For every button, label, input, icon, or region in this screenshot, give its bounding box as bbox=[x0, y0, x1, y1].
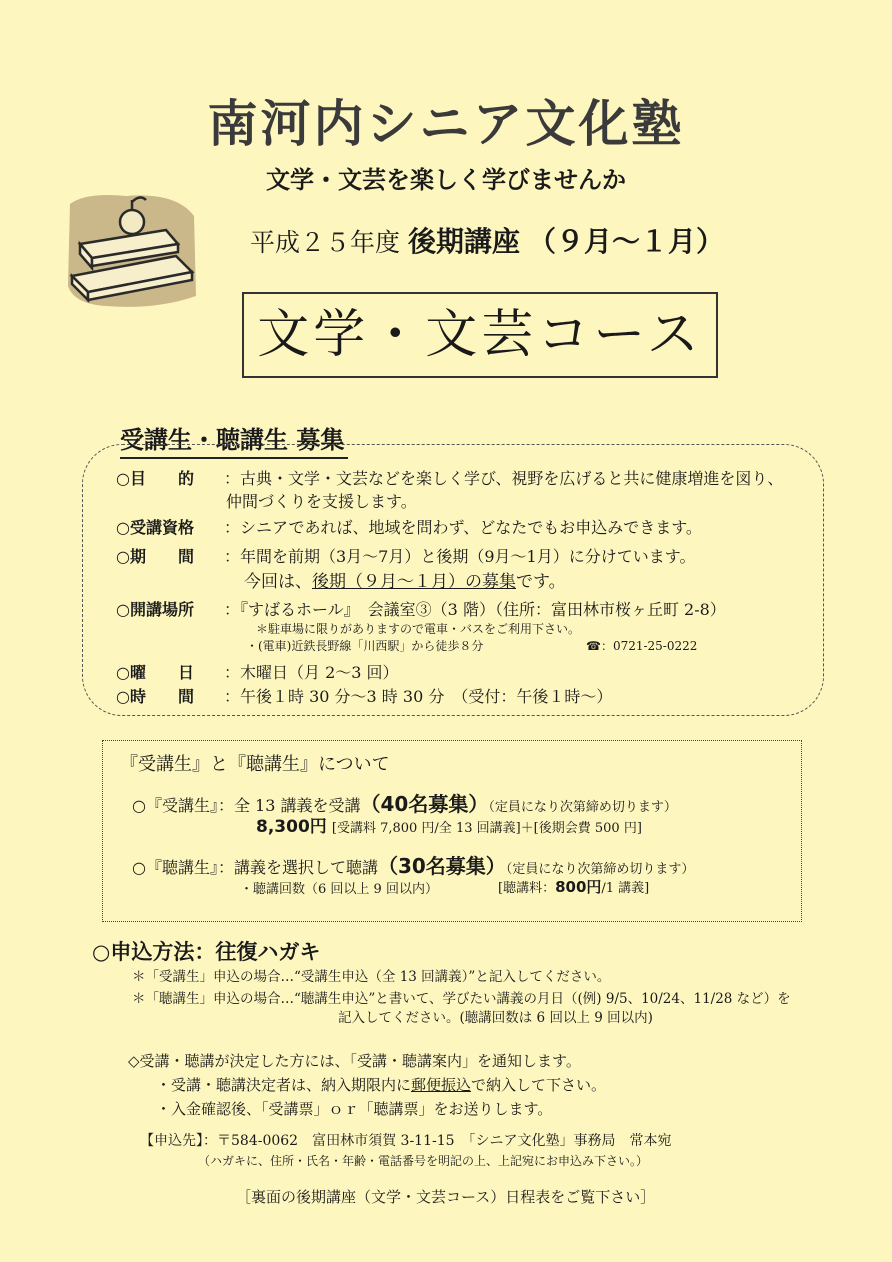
page-title: 南河内シニア文化塾 bbox=[207, 94, 685, 153]
auditor-fee-label: [聴講料： bbox=[498, 881, 556, 896]
notice-payment-method: 郵便振込 bbox=[411, 1076, 472, 1094]
phone-number: ☎：0721-25-0222 bbox=[586, 639, 698, 653]
time-row bbox=[116, 684, 612, 707]
auditor-fee bbox=[498, 876, 649, 897]
term-period: （９月～１月） bbox=[527, 225, 724, 258]
auditor-line bbox=[132, 850, 694, 879]
period-text: ：年間を前期（3月～7月）と後期（9月～1月）に分けています。 bbox=[224, 547, 696, 566]
eligibility-label: ○受講資格 bbox=[116, 518, 194, 537]
auditor-deadline-note: （定員になり次第締め切ります） bbox=[505, 862, 695, 877]
notice-decision: ◇受講・聴講が決定した方には、「受講・聴講案内」を通知します。 bbox=[128, 1052, 581, 1070]
eligibility-row bbox=[116, 515, 702, 538]
purpose-label: ○目 的 bbox=[116, 469, 194, 488]
notice-payment-a: ・受講・聴講決定者は、納入期限内に bbox=[156, 1076, 412, 1094]
time-text: ：午後１時 30 分～3 時 30 分 （受付：午後１時～） bbox=[224, 687, 613, 706]
notice-payment bbox=[156, 1074, 606, 1095]
weekday-label: ○曜 日 bbox=[116, 663, 194, 682]
notice-payment-c: で納入して下さい。 bbox=[471, 1076, 607, 1094]
period-end: です。 bbox=[516, 572, 566, 592]
footer-note: ［裏面の後期講座（文学・文芸コース）日程表をご覧下さい］ bbox=[236, 1188, 656, 1206]
student-label: ○『受講生』：全 13 講義を受講 bbox=[132, 796, 361, 815]
venue-label: ○開講場所 bbox=[116, 600, 194, 619]
contact-note: （ハガキに、住所・氏名・年齢・電話番号を明記の上、上記宛にお申込み下さい。） bbox=[198, 1154, 649, 1168]
course-title-box: 文学・文芸コース bbox=[242, 292, 718, 378]
student-deadline-note: （定員になり次第締め切ります） bbox=[488, 800, 677, 815]
apply-heading: ○申込方法：往復ハガキ bbox=[92, 940, 321, 964]
student-price-line bbox=[256, 812, 642, 837]
term-year: 平成２５年度 bbox=[250, 228, 401, 257]
auditor-label: ○『聴講生』：講義を選択して聴講 bbox=[132, 858, 378, 877]
subtitle: 文学・文芸を楽しく学びませんか bbox=[266, 166, 626, 194]
purpose-text-2: 仲間づくりを支援します。 bbox=[226, 492, 417, 511]
recruit-heading: 受講生・聴講生 募集 bbox=[120, 420, 348, 459]
weekday-text: ：木曜日（月 2～3 回） bbox=[224, 663, 399, 682]
student-price: 8,300円 bbox=[256, 817, 327, 837]
period-highlight: 後期（９月～１月）の募集 bbox=[312, 572, 516, 592]
weekday-row bbox=[116, 660, 399, 683]
student-price-detail: [受講料 7,800 円/全 13 回講義]＋[後期会費 500 円] bbox=[331, 821, 642, 836]
auditor-count: （30名募集） bbox=[377, 854, 506, 878]
venue-text: ：『すばるホール』 会議室③（3 階）（住所：富田林市桜ヶ丘町 2-8） bbox=[224, 600, 726, 619]
auditor-times: ・聴講回数（6 回以上 9 回以内） bbox=[240, 882, 438, 897]
student-count: （40名募集） bbox=[360, 792, 489, 816]
purpose-row bbox=[116, 466, 783, 489]
books-apple-illustration bbox=[66, 186, 198, 312]
parking-note: ＊駐車場に限りがありますので電車・バスをご利用下さい。 bbox=[256, 622, 581, 636]
period-label: ○期 間 bbox=[116, 547, 194, 566]
term-course-type: 後期講座 bbox=[407, 225, 520, 258]
notice-ticket: ・入金確認後、「受講票」ｏｒ「聴講票」をお送りします。 bbox=[156, 1100, 553, 1118]
apply-auditor-line: ＊「聴講生」申込の場合…“聴講生申込”と書いて、学びたい講義の月日（(例) 9/5、10/24、11/28 など）を bbox=[132, 991, 791, 1007]
apply-auditor-line-2: 記入してください。(聴講回数は 6 回以上 9 回以内) bbox=[338, 1010, 653, 1026]
venue-row bbox=[116, 597, 726, 620]
apply-student-line: ＊「受講生」申込の場合…“受講生申込（全 13 回講義）”と記入してください。 bbox=[132, 969, 611, 985]
period-text-2 bbox=[244, 567, 566, 592]
term-line bbox=[250, 220, 724, 260]
access-note: ・(電車)近鉄長野線「川西駅」から徒歩８分 bbox=[246, 639, 484, 653]
eligibility-text: ：シニアであれば、地域を問わず、どなたでもお申込みできます。 bbox=[224, 518, 702, 537]
time-label: ○時 間 bbox=[116, 687, 194, 706]
contact-address: 【申込先】：〒584-0062 富田林市須賀 3-11-15 「シニア文化塾」事務局 常本宛 bbox=[140, 1133, 672, 1149]
purpose-text: ：古典・文学・文芸などを楽しく学び、視野を広げると共に健康増進を図り、 bbox=[224, 469, 784, 488]
period-row bbox=[116, 544, 695, 567]
enrollment-heading: 『受講生』と『聴講生』について bbox=[120, 754, 390, 775]
auditor-fee-unit: /1 講義] bbox=[601, 881, 650, 896]
period-this-time: 今回は、 bbox=[244, 572, 312, 592]
auditor-fee-amount: 800円 bbox=[555, 878, 602, 896]
